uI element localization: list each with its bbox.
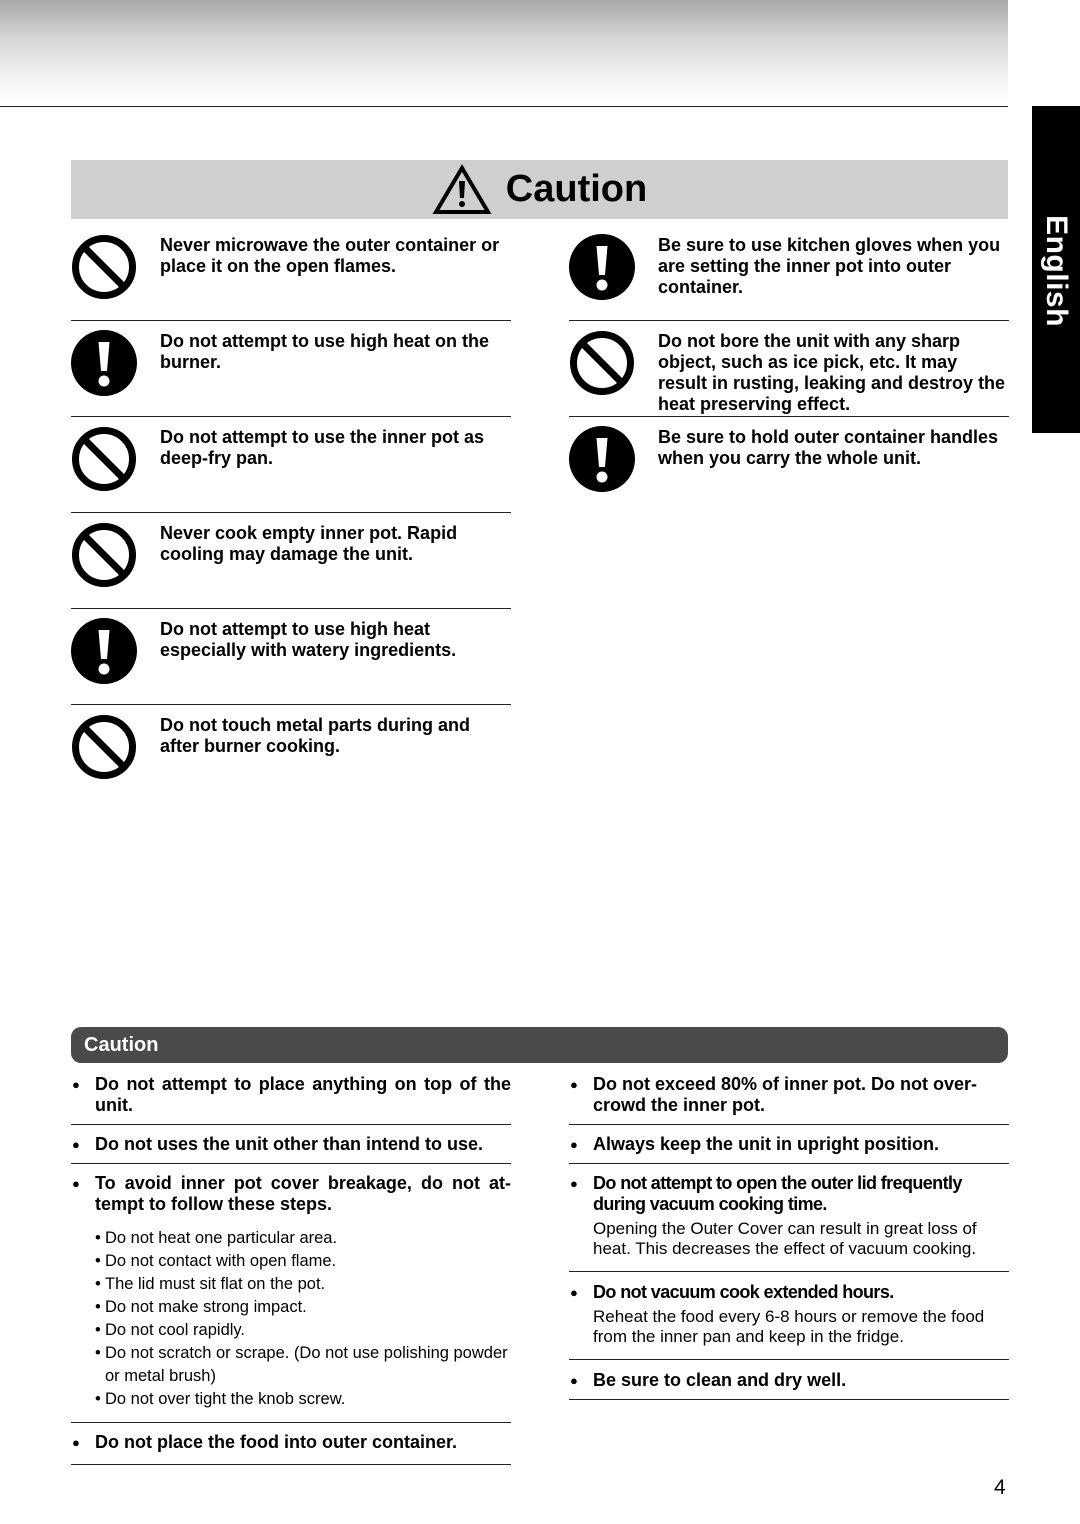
- caution-note: [569, 1370, 1009, 1400]
- note-detail: Opening the Outer Cover can result in great loss of heat. This decreases the effect of vacuum cooking.: [593, 1219, 977, 1258]
- note-text: Do not exceed 80% of inner pot. Do not over-crowd the inner pot.: [593, 1074, 978, 1115]
- warning-item: [71, 608, 511, 705]
- prohibition-icon: [71, 234, 137, 300]
- bullet-icon: ●: [72, 1077, 80, 1092]
- note-detail: Reheat the food every 6-8 hours or remove the food from the inner pan and keep in the fridge.: [593, 1307, 985, 1346]
- warning-item: [569, 416, 1009, 513]
- step-item: • Do not contact with open flame.: [95, 1250, 511, 1273]
- note-text: Do not place the food into outer container.: [95, 1432, 458, 1452]
- mandatory-exclamation-icon: [569, 234, 635, 300]
- warning-item: [569, 320, 1009, 417]
- note-text: Do not uses the unit other than intend to use.: [95, 1134, 483, 1154]
- note-text: Do not attempt to open the outer lid frequently during vacuum cooking time.: [593, 1173, 962, 1214]
- caution-title: Caution: [505, 168, 648, 210]
- warning-text: Be sure to use kitchen gloves when you are setting the inner pot into outer container.: [658, 235, 1001, 297]
- warning-text: Do not attempt to use high heat especially with watery ingredients.: [160, 619, 457, 660]
- caution-note: [569, 1074, 1009, 1125]
- step-item: • Do not heat one particular area.: [95, 1227, 511, 1250]
- top-header-band: [0, 0, 1008, 107]
- warning-item: [71, 512, 511, 609]
- bullet-icon: ●: [72, 1137, 80, 1152]
- warning-text: Do not attempt to use high heat on the burner.: [160, 331, 489, 372]
- warning-text: Never cook empty inner pot. Rapid cooling may damage the unit.: [160, 523, 458, 564]
- note-text: To avoid inner pot cover breakage, do not at-tempt to follow these steps.: [95, 1173, 511, 1214]
- caution-note: [71, 1432, 511, 1465]
- page-number: 4: [994, 1476, 1006, 1499]
- caution-note: [569, 1134, 1009, 1164]
- warning-item: [71, 416, 511, 513]
- warning-item: [71, 225, 511, 321]
- warning-text: Do not touch metal parts during and after burner cooking.: [160, 715, 470, 756]
- bullet-icon: ●: [570, 1137, 578, 1152]
- step-item: • Do not cool rapidly.: [95, 1319, 511, 1342]
- step-list: [95, 1227, 511, 1411]
- bullet-icon: ●: [72, 1435, 80, 1450]
- warning-text: Do not attempt to use the inner pot as deep-fry pan.: [160, 427, 485, 468]
- warning-item: [569, 225, 1009, 321]
- bullet-icon: ●: [72, 1176, 80, 1191]
- warning-item: [71, 704, 511, 801]
- warning-text: Do not bore the unit with any sharp object, such as ice pick, etc. It may result in rusting, leaking and destroy the heat preserving effect.: [658, 331, 1006, 414]
- prohibition-icon: [71, 522, 137, 588]
- prohibition-icon: [71, 714, 137, 780]
- caution-note: [569, 1282, 1009, 1360]
- step-item: • Do not over tight the knob screw.: [95, 1388, 511, 1411]
- bullet-icon: ●: [570, 1176, 578, 1191]
- caution-subheader-title: Caution: [84, 1034, 159, 1056]
- caution-note: [71, 1173, 511, 1423]
- bullet-icon: ●: [570, 1285, 578, 1300]
- mandatory-exclamation-icon: [569, 426, 635, 492]
- mandatory-exclamation-icon: [71, 618, 137, 684]
- warning-text: Never microwave the outer container or place it on the open flames.: [160, 235, 500, 276]
- prohibition-icon: [71, 426, 137, 492]
- step-item: • Do not scratch or scrape. (Do not use polishing powder or metal brush): [95, 1342, 511, 1388]
- bullet-icon: ●: [570, 1077, 578, 1092]
- prohibition-icon: [569, 330, 635, 396]
- note-text: Be sure to clean and dry well.: [593, 1370, 847, 1390]
- mandatory-exclamation-icon: [71, 330, 137, 396]
- caution-note: [569, 1173, 1009, 1272]
- language-tab: [1032, 106, 1080, 433]
- caution-subheader-bar: [71, 1027, 1008, 1063]
- step-item: • Do not make strong impact.: [95, 1296, 511, 1319]
- warning-triangle-icon: [432, 164, 492, 216]
- step-item: • The lid must sit flat on the pot.: [95, 1273, 511, 1296]
- warning-item: [71, 320, 511, 417]
- caution-header-bar: [71, 160, 1008, 219]
- note-text: Do not vacuum cook extended hours.: [593, 1282, 894, 1302]
- note-text: Always keep the unit in upright position.: [593, 1134, 940, 1154]
- bullet-icon: ●: [570, 1373, 578, 1388]
- note-text: Do not attempt to place anything on top of the unit.: [95, 1074, 511, 1115]
- caution-note: [71, 1134, 511, 1164]
- caution-note: [71, 1074, 511, 1125]
- warning-text: Be sure to hold outer container handles when you carry the whole unit.: [658, 427, 999, 468]
- language-tab-label: English: [1040, 215, 1073, 327]
